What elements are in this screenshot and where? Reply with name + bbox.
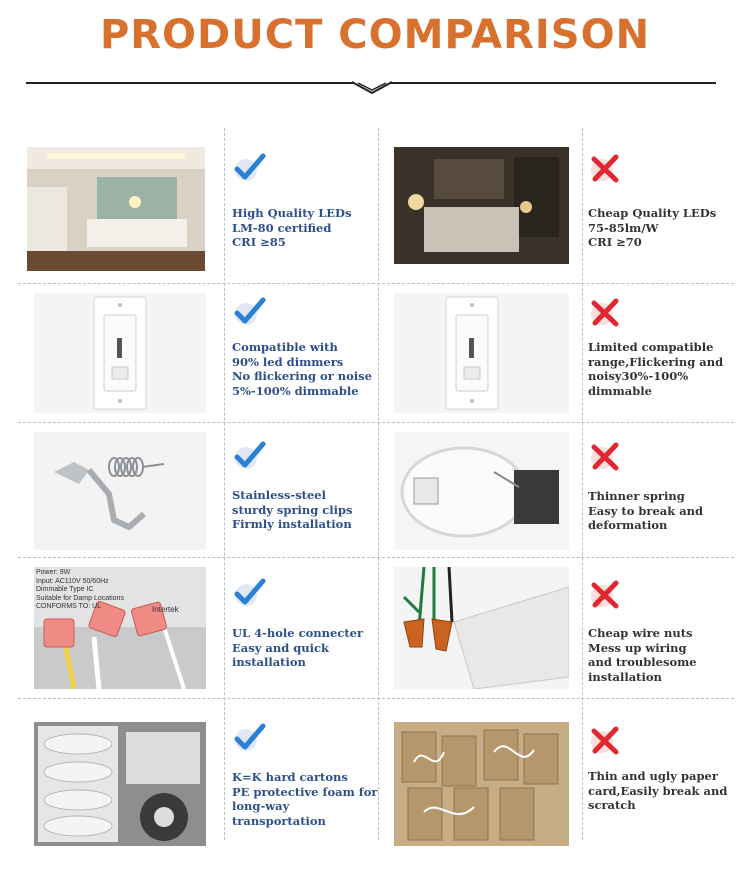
check-icon xyxy=(232,152,266,184)
label-intertek: Intertek xyxy=(152,605,179,614)
bad-feature-text: Thinner spring Easy to break and deformation xyxy=(588,489,704,532)
bad-feature-text: Cheap wire nuts Mess up wiring and troublesome installation xyxy=(588,626,697,684)
bad-feature-text: Cheap Quality LEDs 75-85lm/W CRI ≥70 xyxy=(588,206,717,249)
bad-dimmer-photo xyxy=(394,293,569,413)
bad-wire-nut-photo xyxy=(394,567,569,689)
good-connector-photo xyxy=(34,567,206,689)
cross-icon xyxy=(588,440,622,472)
good-dimmer-photo xyxy=(34,293,206,413)
good-feature-text: High Quality LEDs LM-80 certified CRI ≥85 xyxy=(232,206,352,249)
label-power: Power: 9W xyxy=(36,569,71,576)
check-icon xyxy=(232,296,266,328)
column-divider xyxy=(582,128,583,840)
page-title: PRODUCT COMPARISON xyxy=(99,12,651,58)
row-divider xyxy=(18,283,734,284)
good-carton-photo xyxy=(34,722,206,846)
good-feature-text: Stainless-steel sturdy spring clips Firmly installation xyxy=(232,488,353,531)
cross-icon xyxy=(588,578,622,610)
cross-icon xyxy=(588,724,622,756)
check-icon xyxy=(232,577,266,609)
good-led-photo xyxy=(27,147,205,271)
label-input: Input: AC110V 50/60Hz xyxy=(36,577,109,585)
label-damp: Suitable for Damp Locations xyxy=(36,594,124,602)
rule-notch-icon xyxy=(352,78,392,94)
column-divider xyxy=(224,128,225,840)
bad-feature-text: Limited compatible range,Flickering and noisy30%-100% dimmable xyxy=(588,340,724,398)
row-divider xyxy=(18,557,734,558)
check-icon xyxy=(232,440,266,472)
row-divider xyxy=(18,422,734,423)
cross-icon xyxy=(588,152,622,184)
bad-paper-card-photo xyxy=(394,722,569,846)
bad-led-photo xyxy=(394,147,569,264)
good-feature-text: K=K hard cartons PE protective foam for long-way transportation xyxy=(232,770,378,828)
label-dimmable: Dimmable Type IC xyxy=(36,586,94,593)
good-feature-text: UL 4-hole connecter Easy and quick installation xyxy=(232,626,364,669)
bad-feature-text: Thin and ugly paper card,Easily break and scratch xyxy=(588,769,728,812)
good-feature-text: Compatible with 90% led dimmers No flickering or noise 5%-100% dimmable xyxy=(232,340,372,398)
cross-icon xyxy=(588,296,622,328)
bad-spring-photo xyxy=(394,432,569,550)
row-divider xyxy=(18,698,734,699)
check-icon xyxy=(232,722,266,754)
good-spring-clip-photo xyxy=(34,432,206,550)
label-conforms: CONFORMS TO: UL xyxy=(36,603,102,610)
